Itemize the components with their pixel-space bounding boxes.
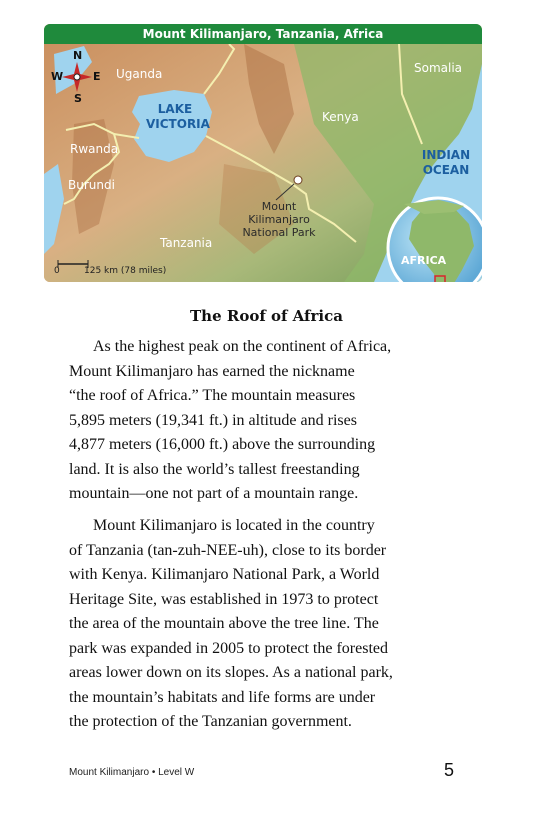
text-line: mountain—one not part of a mountain range.	[69, 485, 359, 502]
text-line: the protection of the Tanzanian government.	[69, 713, 352, 730]
compass-e: E	[93, 70, 101, 83]
text-line: with Kenya. Kilimanjaro National Park, a World	[69, 566, 380, 583]
text-line: Mount Kilimanjaro is located in the country	[93, 517, 375, 534]
paragraph-2	[69, 514, 464, 735]
text-line: land. It is also the world’s tallest freestanding	[69, 460, 360, 478]
text-line: As the highest peak on the continent of Africa,	[93, 338, 392, 355]
label-uganda: Uganda	[116, 67, 163, 81]
compass-n: N	[73, 49, 83, 62]
compass-w: W	[51, 70, 64, 83]
label-lake-victoria: LAKE VICTORIA	[146, 102, 210, 131]
label-indian-ocean: INDIAN OCEAN	[421, 148, 471, 177]
article-heading: The Roof of Africa	[190, 307, 343, 325]
kilimanjaro-peak-marker	[294, 176, 302, 184]
text-line: “the roof of Africa.” The mountain measures	[69, 387, 356, 404]
paragraph-1	[69, 335, 464, 507]
text-line: 5,895 meters (19,341 ft.) in altitude and rises	[69, 411, 357, 429]
compass-s: S	[74, 92, 82, 105]
text-line: Heritage Site, was established in 1973 to protect	[69, 590, 379, 608]
compass-rose	[51, 49, 102, 105]
label-somalia: Somalia	[414, 61, 463, 75]
label-burundi: Burundi	[68, 178, 115, 192]
text-line: areas lower down on its slopes. As a national park,	[69, 664, 393, 681]
label-tanzania: Tanzania	[160, 236, 213, 250]
footer-book-title: Mount Kilimanjaro • Level W	[69, 767, 195, 778]
label-rwanda: Rwanda	[70, 142, 119, 156]
text-line: the mountain’s habitats and life forms are under	[69, 688, 376, 706]
page-number: 5	[444, 760, 455, 780]
label-africa: AFRICA	[401, 254, 447, 267]
label-kenya: Kenya	[322, 110, 359, 124]
text-line: the area of the mountain above the tree line. The	[69, 615, 379, 632]
text-line: Mount Kilimanjaro has earned the nickname	[69, 362, 355, 380]
text-line: 4,877 meters (16,000 ft.) above the surrounding	[69, 436, 376, 453]
label-national-park: Mount Kilimanjaro National Park	[242, 200, 316, 239]
map-figure	[44, 24, 482, 282]
scale-label: 125 km (78 miles)	[84, 266, 167, 276]
map-title: Mount Kilimanjaro, Tanzania, Africa	[44, 24, 482, 44]
text-line: park was expanded in 2005 to protect the forested	[69, 639, 389, 657]
text-line: of Tanzania (tan-zuh-NEE-uh), close to its border	[69, 541, 387, 559]
scale-zero: 0	[54, 266, 60, 276]
